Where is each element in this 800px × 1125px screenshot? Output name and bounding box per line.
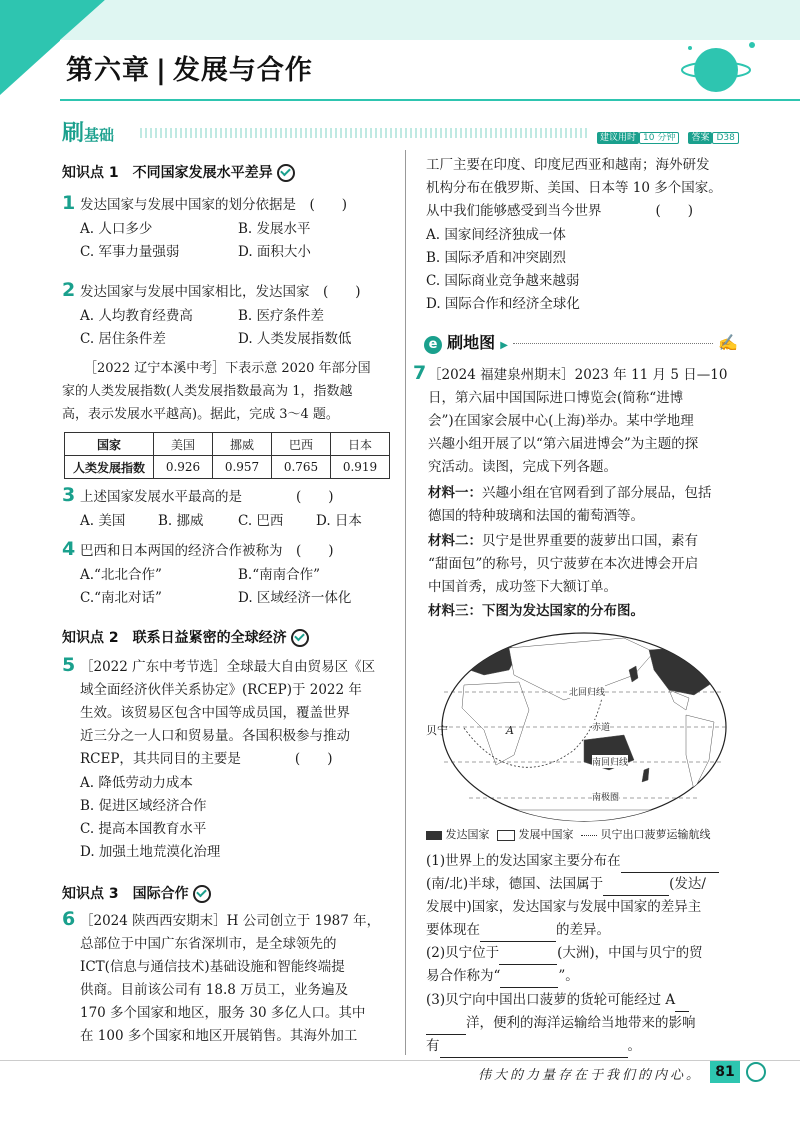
option-c[interactable]: C. 军事力量强弱	[80, 244, 180, 260]
option-c[interactable]: C. 国际商业竞争越来越弱	[426, 273, 580, 289]
option-a[interactable]: A. 降低劳动力成本	[80, 775, 193, 791]
label-equator: 赤道	[592, 720, 610, 733]
label-point-a: A	[506, 724, 514, 737]
question-stem-line: 日，第六届中国国际进口博览会(简称“进博	[428, 390, 684, 406]
answer-blank[interactable]	[426, 1020, 466, 1035]
material-text: 高，表示发展水平越高)。据此，完成 3～4 题。	[62, 407, 339, 422]
table-row: 人类发展指数 0.926 0.957 0.765 0.919	[65, 456, 390, 479]
question-stem-line: ［2024 福建泉州期末］2023 年 11 月 5 日—10	[428, 367, 728, 383]
map-legend: 发达国家 发展中国家 贝宁出口菠萝运输航线	[426, 826, 711, 842]
sub-question-1-line: 要体现在 的差异。	[426, 919, 610, 942]
question-stem-line: 从中我们能够感受到当今世界 ( )	[426, 203, 694, 219]
question-number: 7	[413, 362, 427, 384]
option-a[interactable]: A.“北北合作”	[80, 567, 162, 583]
material-text: ［2022 辽宁本溪中考］下表示意 2020 年部分国	[84, 361, 371, 376]
planet-icon	[694, 48, 738, 92]
question-stem-line: ［2022 广东中考节选］全球最大自由贸易区《区	[80, 659, 376, 675]
label-antarctic: 南极圈	[592, 790, 619, 803]
question-stem-line: 域全面经济伙伴关系协定》(RCEP)于 2022 年	[80, 682, 362, 698]
option-b[interactable]: B.“南南合作”	[238, 567, 321, 583]
map-section-header: e 刷地图 ▶ ✍	[424, 330, 744, 356]
option-c[interactable]: C.“南北对话”	[80, 590, 162, 606]
sub-question-1: (1)世界上的发达国家主要分布在	[426, 850, 719, 873]
question-number: 6	[62, 908, 76, 930]
question-number: 2	[62, 279, 76, 301]
sub-question-3-line: 有 。	[426, 1035, 641, 1058]
world-map	[424, 630, 734, 825]
option-b[interactable]: B. 促进区域经济合作	[80, 798, 207, 814]
option-d[interactable]: D. 日本	[316, 513, 362, 529]
question-stem-line: 生效。该贸易区包含中国等成员国，覆盖世界	[80, 705, 350, 721]
answer-blank[interactable]	[480, 927, 556, 942]
footer-rule	[0, 1060, 800, 1061]
label-benin: 贝宁	[426, 724, 448, 737]
option-a[interactable]: A. 人口多少	[80, 221, 153, 237]
writing-hand-icon: ✍	[718, 333, 739, 352]
question-stem-line: 工厂主要在印度、印度尼西亚和越南；海外研发	[426, 157, 710, 173]
question-number: 4	[62, 538, 76, 560]
sub-question-3: (3)贝宁向中国出口菠萝的货轮可能经过 A	[426, 989, 689, 1012]
option-b[interactable]: B. 发展水平	[238, 221, 311, 237]
label-north-tropic: 北回归线	[569, 685, 605, 698]
question-stem-line: 近三分之一人口和贸易量。各国积极参与推动	[80, 728, 350, 744]
material-2: 材料二：贝宁是世界重要的菠萝出口国，素有	[428, 533, 698, 549]
legend-route-swatch	[581, 835, 597, 836]
answer-blank[interactable]	[500, 973, 558, 988]
material-2-line: 中国首秀，成功签下大额订单。	[428, 579, 617, 595]
knowledge-point-2: 知识点 2 联系日益紧密的全球经济	[62, 627, 309, 647]
question-stem-line: 在 100 多个国家和地区开展销售。其海外加工	[80, 1028, 358, 1044]
hdi-table	[64, 432, 390, 479]
question-stem-line: 总部位于中国广东省深圳市，是全球领先的	[80, 936, 337, 952]
arrow-icon: ▶	[500, 340, 508, 351]
option-a[interactable]: A. 国家间经济独成一体	[426, 227, 566, 243]
sub-question-1-line: (南/北)半球，德国、法国属于 (发达/	[426, 873, 706, 896]
material-2-line: “甜面包”的称号，贝宁菠萝在本次进博会开启	[428, 556, 699, 572]
option-d[interactable]: D. 加强土地荒漠化治理	[80, 844, 221, 860]
material-3: 材料三：下图为发达国家的分布图。	[428, 603, 644, 619]
time-hint: 建议用时 10 分钟 答案 D38	[597, 125, 739, 144]
question-stem-line: 170 多个国家和地区，服务 30 多亿人口。其中	[80, 1005, 366, 1021]
question-stem-line: 机构分布在俄罗斯、美国、日本等 10 多个国家。	[426, 180, 722, 196]
knowledge-point-3: 知识点 3 国际合作	[62, 883, 211, 903]
e-icon: e	[424, 336, 442, 354]
option-d[interactable]: D. 区域经济一体化	[238, 590, 352, 606]
answer-blank[interactable]	[621, 858, 719, 873]
sub-question-2: (2)贝宁位于 (大洲)，中国与贝宁的贸	[426, 942, 703, 965]
option-d[interactable]: D. 面积大小	[238, 244, 311, 260]
knowledge-point-1: 知识点 1 不同国家发展水平差异	[62, 162, 295, 182]
answer-blank[interactable]	[675, 997, 689, 1012]
option-a[interactable]: A. 人均教育经费高	[80, 308, 193, 324]
question-stem: 上述国家发展水平最高的是 ( )	[80, 489, 334, 505]
question-number: 5	[62, 654, 76, 676]
answer-blank[interactable]	[499, 950, 557, 965]
question-stem-line: RCEP，其共同目的主要是 ( )	[80, 751, 333, 767]
option-a[interactable]: A. 美国	[80, 513, 126, 529]
material-1: 材料一：兴趣小组在官网看到了部分展品，包括	[428, 485, 712, 501]
option-c[interactable]: C. 居住条件差	[80, 331, 166, 347]
check-icon	[193, 885, 211, 903]
sub-question-3-line: 洋，便利的海洋运输给当地带来的影响	[426, 1012, 696, 1035]
question-stem-line: 供商。目前该公司有 18.8 万员工，业务遍及	[80, 982, 349, 998]
question-stem: 发达国家与发展中国家的划分依据是 ( )	[80, 197, 348, 213]
option-d[interactable]: D. 国际合作和经济全球化	[426, 296, 580, 312]
question-stem-line: 兴趣小组开展了以“第六届进博会”为主题的探	[428, 436, 699, 452]
legend-developed-swatch	[426, 831, 442, 840]
footer-motto: 伟大的力量存在于我们的内心。	[478, 1068, 703, 1083]
table-row: 国家 美国 挪威 巴西 日本	[65, 433, 390, 456]
question-number: 1	[62, 192, 76, 214]
option-b[interactable]: B. 挪威	[158, 513, 204, 529]
option-c[interactable]: C. 提高本国教育水平	[80, 821, 207, 837]
material-text: 家的人类发展指数(人类发展指数最高为 1，指数越	[62, 384, 353, 399]
option-b[interactable]: B. 医疗条件差	[238, 308, 325, 324]
page-number: 81	[710, 1061, 740, 1083]
option-d[interactable]: D. 人类发展指数低	[238, 331, 352, 347]
section-label-basic: 刷基础	[62, 121, 115, 146]
option-c[interactable]: C. 巴西	[238, 513, 284, 529]
sub-question-2-line: 易合作称为“ ”。	[426, 965, 579, 988]
section-stripe	[140, 128, 590, 138]
question-stem-line: 究活动。读图，完成下列各题。	[428, 459, 617, 475]
question-number: 3	[62, 484, 76, 506]
sub-question-1-line: 发展中)国家，发达国家与发展中国家的差异主	[426, 899, 702, 915]
material-1-line: 德国的特种玻璃和法国的葡萄酒等。	[428, 508, 644, 524]
legend-developing-swatch	[497, 830, 515, 841]
question-stem-line: ICT(信息与通信技术)基础设施和智能终端提	[80, 959, 345, 975]
chapter-title: 第六章 | 发展与合作	[66, 55, 313, 86]
question-stem: 发达国家与发展中国家相比，发达国家 ( )	[80, 284, 361, 300]
option-b[interactable]: B. 国际矛盾和冲突剧烈	[426, 250, 567, 266]
answer-blank[interactable]	[603, 881, 669, 896]
question-stem: 巴西和日本两国的经济合作被称为 ( )	[80, 543, 334, 559]
check-icon	[277, 164, 295, 182]
column-divider	[405, 150, 406, 1055]
check-icon	[291, 629, 309, 647]
label-south-tropic: 南回归线	[592, 755, 628, 768]
smiley-icon	[746, 1062, 766, 1082]
question-stem-line: ［2024 陕西西安期末］H 公司创立于 1987 年，	[80, 913, 381, 929]
answer-blank[interactable]	[440, 1043, 628, 1058]
question-stem-line: 会”)在国家会展中心(上海)举办。某中学地理	[428, 413, 694, 429]
